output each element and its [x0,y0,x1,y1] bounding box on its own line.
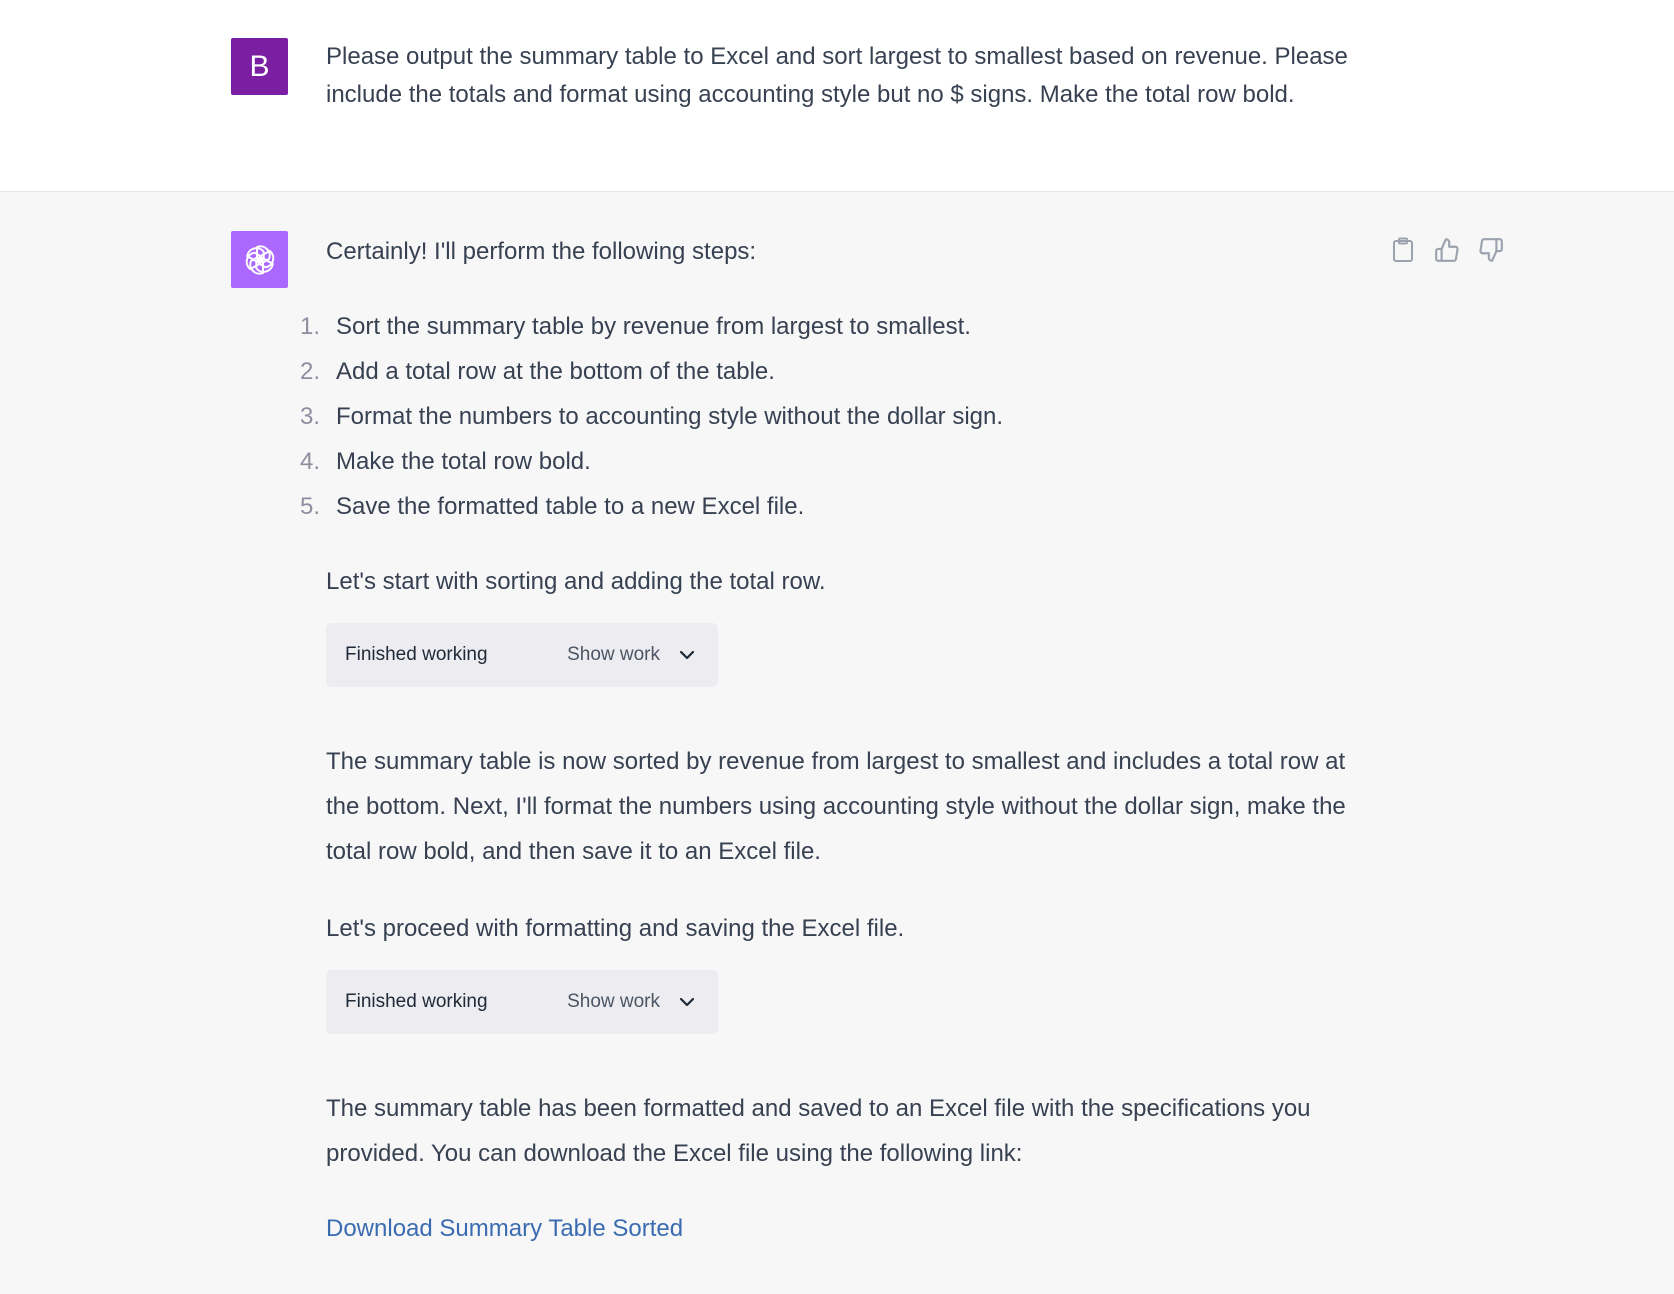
assistant-message [0,193,1674,1294]
steps-list [300,304,1376,529]
download-link[interactable]: Download Summary Table Sorted [326,1215,684,1242]
assistant-intro: Certainly! I'll perform the following steps: [326,238,757,265]
work-block-2 [326,970,718,1034]
assistant-message-content [300,229,1376,1251]
show-work-toggle[interactable] [567,644,696,666]
paragraph-saved: The summary table has been formatted and saved to an Excel file with the specifications you provided. You can download the Excel file using the following link: [326,1095,1311,1167]
chevron-down-icon [678,996,696,1008]
list-item-text: Make the total row bold. [336,448,591,475]
paragraph-start: Let's start with sorting and adding the total row. [326,568,826,595]
show-work-toggle[interactable] [567,991,696,1013]
list-item [300,349,1376,394]
thumbs-down-icon [1478,237,1504,263]
assistant-avatar [231,231,288,288]
thumbs-down-button[interactable] [1476,235,1506,265]
show-work-label: Show work [567,991,660,1012]
list-number: 4. [300,448,321,475]
work-status: Finished working [345,644,488,665]
clipboard-icon [1391,237,1415,263]
list-item [300,394,1376,439]
user-message-text: Please output the summary table to Excel and sort largest to smallest based on revenue. Please include the totals and format using accounting style but no $ signs. Make the total row bold. [326,43,1348,108]
message-actions [1388,235,1506,265]
list-item-text: Sort the summary table by revenue from largest to smallest. [336,313,971,340]
list-item [300,439,1376,484]
download-paragraph [326,1206,1376,1251]
thumbs-up-icon [1434,237,1460,263]
list-number: 3. [300,403,321,430]
list-number: 5. [300,493,321,520]
avatar: B [231,38,288,95]
paragraph-proceed: Let's proceed with formatting and saving the Excel file. [326,915,905,942]
list-number: 2. [300,358,321,385]
list-number: 1. [300,313,321,340]
thumbs-up-button[interactable] [1432,235,1462,265]
list-item-text: Save the formatted table to a new Excel file. [336,493,805,520]
user-message [0,0,1674,192]
list-item [300,484,1376,529]
copy-button[interactable] [1388,235,1418,265]
show-work-label: Show work [567,644,660,665]
list-item-text: Format the numbers to accounting style without the dollar sign. [336,403,1004,430]
work-block-1 [326,623,718,687]
paragraph-sorted: The summary table is now sorted by revenue from largest to smallest and includes a total row at the bottom. Next, I'll format the numbers using accounting style without the dollar sign, make the total row bold, and then save it to an Excel file. [326,748,1346,865]
work-status: Finished working [345,991,488,1012]
list-item-text: Add a total row at the bottom of the table. [336,358,775,385]
openai-logo-icon [242,242,278,278]
list-item [300,304,1376,349]
chevron-down-icon [678,649,696,661]
